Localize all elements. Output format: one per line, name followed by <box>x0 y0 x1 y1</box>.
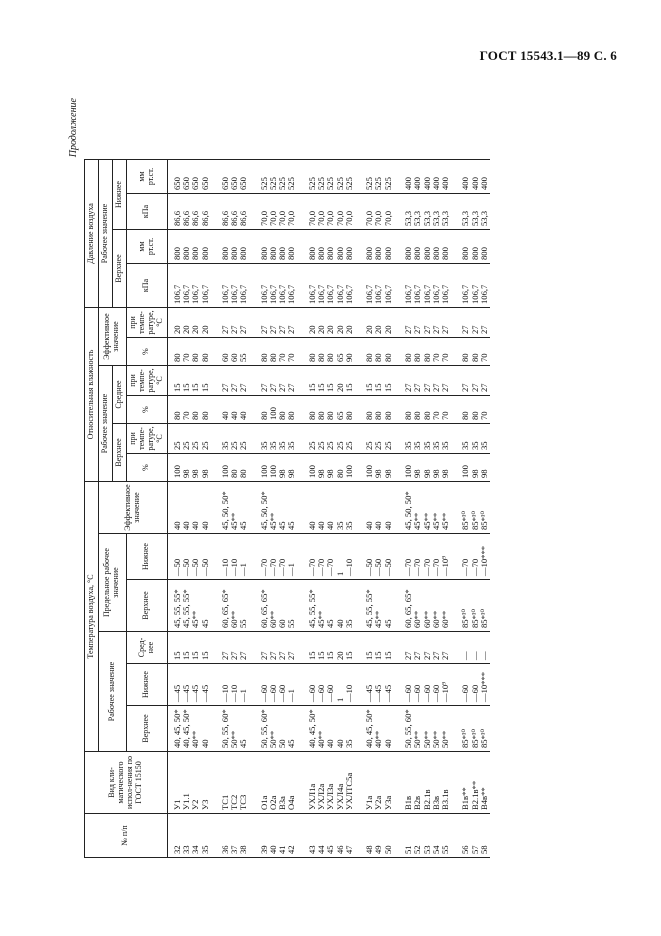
cell-p-low-k: 70,0 70,0 70,0 70,0 70,0 <box>307 194 355 230</box>
cell-t-low: —45 —45 —45 <box>364 664 394 706</box>
head-t-lower: Нижнее <box>126 664 167 706</box>
cell-l-low: —70 —70 —70 —1 <box>259 534 298 580</box>
cell-t-up: 50, 55, 60* 50** 50 45 <box>259 706 298 752</box>
cell-h-eff-t: 20 20 20 20 <box>167 308 211 338</box>
cell-h-mid-t: 15 15 15 15 <box>167 366 211 396</box>
cell-h-mid-t: 27 27 27 <box>460 366 490 396</box>
cell-p-low-m: 400 400 400 <box>460 160 490 194</box>
cell-p-low-m: 650 650 650 650 <box>167 160 211 194</box>
head-pr-upper: Верхнее <box>112 230 126 308</box>
cell-p-up-m: 800 800 800 800 800 <box>307 230 355 264</box>
head-pr-lower: Нижнее <box>112 160 126 230</box>
cell-p-low-m: 525 525 525 525 <box>259 160 298 194</box>
cell-kind: В1в В2в В2.1в В3в В3.1в <box>403 752 451 814</box>
row-group-4 <box>307 160 355 858</box>
head-pu-kpa: кПа <box>126 264 167 308</box>
head-num: № п/п <box>85 814 168 858</box>
cell-h-eff-t: 27 27 27 27 27 <box>403 308 451 338</box>
head-t-upper: Верхнее <box>126 706 167 752</box>
head-hm-pct: % <box>126 396 167 424</box>
cell-h-up-t: 25 25 25 <box>364 424 394 454</box>
cell-kind: УХЛ1а УХЛ2а УХЛ3а УХЛ4а УХЛТС5а <box>307 752 355 814</box>
cell-eff: 45, 50, 50* 45** 45** 45** 45** <box>403 482 451 534</box>
head-humidity: Относительная влажность <box>85 308 99 482</box>
cell-p-low-k: 53,3 53,3 53,3 53,3 53,3 <box>403 194 451 230</box>
head-he-temp: при темпе-ратуре, °С <box>126 308 167 338</box>
cell-p-up-k: 106,7 106,7 106,7 106,7 <box>167 264 211 308</box>
cell-h-mid-p: 40 40 40 <box>220 396 250 424</box>
rotated-table-block <box>68 98 628 858</box>
row-group-1 <box>167 160 211 858</box>
cell-p-low-m: 525 525 525 <box>364 160 394 194</box>
cell-p-up-m: 800 800 800 800 <box>259 230 298 264</box>
cell-t-mid: 27 27 27 27 27 <box>403 632 451 664</box>
cell-t-low: —60 —60 —60 —60 —10⁹ <box>403 664 451 706</box>
cell-p-low-k: 86,6 86,6 86,6 <box>220 194 250 230</box>
cell-h-up-p: 100 98 98 98 <box>167 454 211 482</box>
cell-t-up: 50, 55, 60* 50** 45 <box>220 706 250 752</box>
cell-p-up-k: 106,7 106,7 106,7 <box>220 264 250 308</box>
row-gap <box>250 160 259 858</box>
page-header: ГОСТ 15543.1—89 С. 6 <box>479 48 617 63</box>
cell-h-mid-p: 80 80 70 <box>460 396 490 424</box>
cell-num: 36 37 38 <box>220 814 250 858</box>
head-temp-work: Рабочее значение <box>98 632 126 752</box>
cell-t-up: 40, 45, 50* 40, 45, 50* 40** 40 <box>167 706 211 752</box>
cell-t-up: 40, 45, 50* 40** 40 40 35 <box>307 706 355 752</box>
cell-t-low: —10 —10 —1 <box>220 664 250 706</box>
cell-p-up-m: 800 800 800 <box>220 230 250 264</box>
cell-p-up-k: 106,7 106,7 106,7 <box>460 264 490 308</box>
cell-l-up: 45, 55, 55* 45, 55, 55* 45** 45 <box>167 580 211 632</box>
cell-kind: В1в** В2.1в** В4в** <box>460 752 490 814</box>
cell-l-up: 60, 65, 65* 60** 55 <box>220 580 250 632</box>
row-group-5 <box>364 160 394 858</box>
cell-kind: ТС1 ТС2 ТС3 <box>220 752 250 814</box>
row-gap <box>355 160 364 858</box>
cell-h-eff-p: 80 80 80 70 70 <box>403 338 451 366</box>
cell-t-low: —60 —60 —60 —1 <box>259 664 298 706</box>
cell-h-eff-t: 20 20 20 <box>364 308 394 338</box>
cell-t-mid: — — — <box>460 632 490 664</box>
cell-t-up: 40, 45, 50* 40** 40 <box>364 706 394 752</box>
cell-num: 51 52 53 54 55 <box>403 814 451 858</box>
cell-h-mid-p: 80 80 80 65 80 <box>307 396 355 424</box>
cell-l-low: —50 —50 —50 —50 <box>167 534 211 580</box>
cell-l-up: 85*¹⁰ 85*¹⁰ 85*¹⁰ <box>460 580 490 632</box>
cell-p-low-k: 53,3 53,3 53,3 <box>460 194 490 230</box>
cell-h-eff-p: 80 70 80 80 <box>167 338 211 366</box>
cell-p-up-m: 800 800 800 <box>364 230 394 264</box>
cell-t-mid: 27 27 27 <box>220 632 250 664</box>
cell-kind: О1а О2а В3а О4а <box>259 752 298 814</box>
cell-p-low-k: 86,6 86,6 86,6 86,6 <box>167 194 211 230</box>
cell-eff: 45, 50, 50* 45** 45 <box>220 482 250 534</box>
cell-l-up: 60, 65, 65* 60** 60 55 <box>259 580 298 632</box>
cell-p-low-m: 400 400 400 400 400 <box>403 160 451 194</box>
head-temp-effective: Эффективное значение <box>98 482 167 534</box>
cell-h-up-t: 35 35 35 <box>460 424 490 454</box>
cell-p-up-k: 106,7 106,7 106,7 106,7 <box>259 264 298 308</box>
cell-h-up-p: 100 98 98 <box>460 454 490 482</box>
head-l-upper: Верхнее <box>126 580 167 632</box>
cell-t-mid: 27 27 27 27 <box>259 632 298 664</box>
head-kind: Вид кли-матического испол-нения по ГОСТ 15150 <box>85 752 168 814</box>
cell-p-up-m: 800 800 800 <box>460 230 490 264</box>
cell-t-mid: 15 15 15 <box>364 632 394 664</box>
cell-l-low: —70 —70 —70 —70 —10⁹ <box>403 534 451 580</box>
head-pressure: Давление воздуха <box>85 160 99 308</box>
cell-h-mid-p: 80 80 80 <box>364 396 394 424</box>
row-group-2 <box>220 160 250 858</box>
head-hum-work: Рабочее значение <box>98 366 112 482</box>
cell-h-eff-p: 80 80 70 70 <box>259 338 298 366</box>
head-temperature: Температура воздуха, °С <box>85 482 99 752</box>
cell-eff: 85*¹⁰ 85*¹⁰ 85*¹⁰ <box>460 482 490 534</box>
cell-p-low-m: 650 650 650 <box>220 160 250 194</box>
head-temp-limit: Предельное рабочее значение <box>98 534 126 632</box>
head-l-lower: Нижнее <box>126 534 167 580</box>
cell-h-mid-t: 27 27 27 27 <box>259 366 298 396</box>
cell-t-mid: 15 15 15 20 15 <box>307 632 355 664</box>
row-group-3 <box>259 160 298 858</box>
cell-h-mid-p: 80 80 80 70 70 <box>403 396 451 424</box>
cell-t-low: —60 —60 —60 1 —10 <box>307 664 355 706</box>
continued-label: Продолжение <box>68 98 79 158</box>
head-pr-work: Рабочее значение <box>98 160 112 308</box>
cell-l-low: —70 —70 —70 1 —10 <box>307 534 355 580</box>
cell-t-up: 50, 55, 60* 50** 50** 50** 50** <box>403 706 451 752</box>
row-gap <box>298 160 307 858</box>
head-pl-kpa: кПа <box>126 194 167 230</box>
cell-num: 32 33 34 35 <box>167 814 211 858</box>
cell-kind: У1 У1.1 У2 У3 <box>167 752 211 814</box>
cell-h-up-p: 100 100 98 98 <box>259 454 298 482</box>
cell-p-low-k: 70,0 70,0 70,0 <box>364 194 394 230</box>
head-he-pct: % <box>126 338 167 366</box>
cell-h-eff-t: 27 27 27 27 <box>259 308 298 338</box>
head-pu-mm: мм рт.ст. <box>126 230 167 264</box>
cell-kind: У1а У2а У3а <box>364 752 394 814</box>
cell-h-mid-t: 27 27 27 27 27 <box>403 366 451 396</box>
cell-p-up-m: 800 800 800 800 <box>167 230 211 264</box>
cell-h-up-t: 35 35 35 35 <box>259 424 298 454</box>
cell-l-up: 60, 65, 65* 60** 60** 60** 60** <box>403 580 451 632</box>
cell-p-up-k: 106,7 106,7 106,7 106,7 106,7 <box>403 264 451 308</box>
cell-h-up-p: 100 80 80 <box>220 454 250 482</box>
row-gap <box>394 160 403 858</box>
cell-h-eff-t: 27 27 27 <box>220 308 250 338</box>
cell-h-eff-p: 80 80 80 65 90 <box>307 338 355 366</box>
head-t-mid: Сред-нее <box>126 632 167 664</box>
row-gap <box>211 160 220 858</box>
row-group-7 <box>460 160 490 858</box>
cell-eff: 40 40 40 <box>364 482 394 534</box>
table-head <box>85 160 168 858</box>
cell-t-low: —45 —45 —45 —45 <box>167 664 211 706</box>
cell-l-up: 45, 55, 55* 45** 45 <box>364 580 394 632</box>
cell-num: 56 57 58 <box>460 814 490 858</box>
cell-p-up-k: 106,7 106,7 106,7 <box>364 264 394 308</box>
row-gap <box>451 160 460 858</box>
cell-eff: 40 40 40 35 35 <box>307 482 355 534</box>
cell-num: 48 49 50 <box>364 814 394 858</box>
head-hum-eff: Эффективное значение <box>98 308 126 366</box>
head-hm-temp: при темпе-ратуре, °С <box>126 366 167 396</box>
cell-p-up-k: 106,7 106,7 106,7 106,7 106,7 <box>307 264 355 308</box>
cell-h-mid-p: 80 100 80 80 <box>259 396 298 424</box>
cell-h-eff-p: 80 80 70 <box>460 338 490 366</box>
table-body <box>167 160 490 858</box>
cell-eff: 45, 50, 50* 45** 45 45 <box>259 482 298 534</box>
cell-h-up-t: 35 35 35 35 35 <box>403 424 451 454</box>
cell-h-up-p: 100 98 98 <box>364 454 394 482</box>
cell-h-mid-t: 15 15 15 <box>364 366 394 396</box>
cell-l-up: 45, 55, 55* 45** 45 40 35 <box>307 580 355 632</box>
cell-t-mid: 15 15 15 15 <box>167 632 211 664</box>
head-hu-pct: % <box>126 454 167 482</box>
cell-h-eff-p: 60 60 55 <box>220 338 250 366</box>
cell-p-low-k: 70,0 70,0 70,0 70,0 <box>259 194 298 230</box>
head-hum-upper: Верхнее <box>112 424 126 482</box>
cell-l-low: —10 —10 —1 <box>220 534 250 580</box>
cell-l-low: —70 —70 —10*** <box>460 534 490 580</box>
cell-h-eff-t: 20 20 20 20 20 <box>307 308 355 338</box>
cell-h-eff-t: 27 27 27 <box>460 308 490 338</box>
head-pl-mm: мм рт.ст. <box>126 160 167 194</box>
cell-h-up-p: 100 98 98 80 100 <box>307 454 355 482</box>
cell-h-mid-p: 80 70 80 80 <box>167 396 211 424</box>
cell-t-up: 85*¹⁰ 85*¹⁰ 85*¹⁰ <box>460 706 490 752</box>
cell-eff: 40 40 40 40 <box>167 482 211 534</box>
row-group-6 <box>403 160 451 858</box>
cell-h-up-p: 100 98 98 98 98 <box>403 454 451 482</box>
cell-h-up-t: 25 25 25 25 <box>167 424 211 454</box>
cell-h-mid-t: 15 15 15 20 15 <box>307 366 355 396</box>
cell-t-low: —60 —60 —10*** <box>460 664 490 706</box>
cell-h-up-t: 25 25 25 25 25 <box>307 424 355 454</box>
cell-num: 39 40 41 42 <box>259 814 298 858</box>
head-hum-mid: Среднее <box>112 366 126 424</box>
cell-p-up-m: 800 800 800 800 800 <box>403 230 451 264</box>
cell-h-eff-p: 80 80 80 <box>364 338 394 366</box>
head-hu-temp: при темпе-ратуре, °С <box>126 424 167 454</box>
cell-h-up-t: 35 25 25 <box>220 424 250 454</box>
cell-p-low-m: 525 525 525 525 525 <box>307 160 355 194</box>
cell-num: 43 44 45 46 47 <box>307 814 355 858</box>
cell-l-low: —50 —50 —50 <box>364 534 394 580</box>
climate-table <box>84 159 490 858</box>
cell-h-mid-t: 27 27 27 <box>220 366 250 396</box>
